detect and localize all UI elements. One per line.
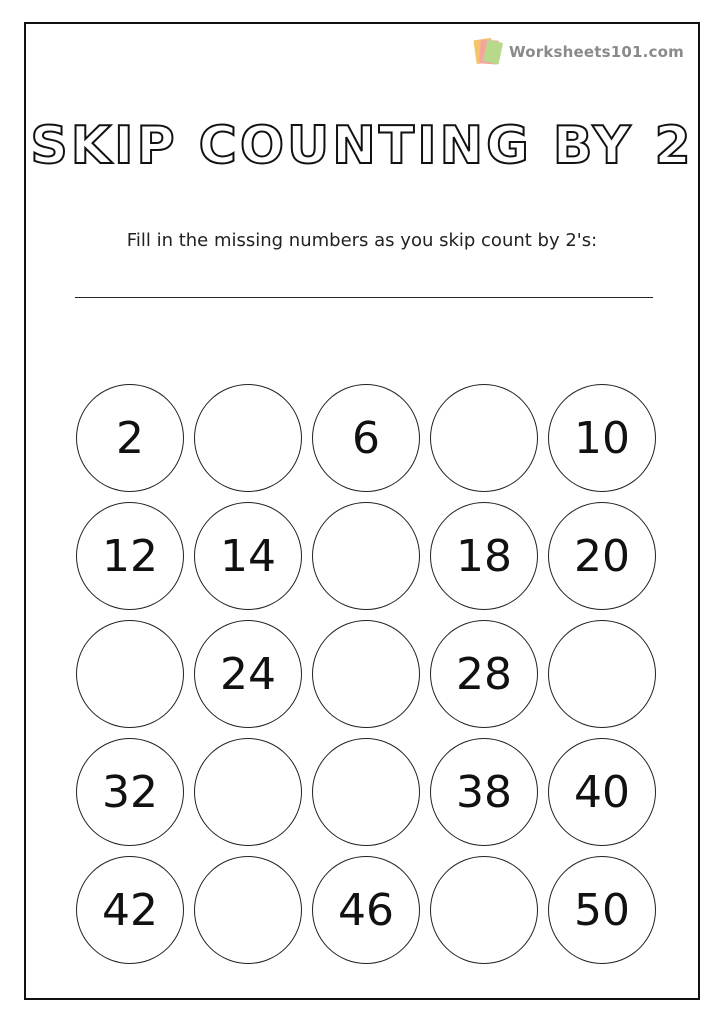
worksheets-logo-icon [471,38,505,66]
number-bubble[interactable]: 18 [430,502,538,610]
number-bubble[interactable]: 40 [548,738,656,846]
answer-line [75,297,653,298]
number-bubble[interactable] [312,502,420,610]
number-bubble[interactable]: 38 [430,738,538,846]
brand-name: Worksheets101.com [509,43,684,61]
number-bubble[interactable] [548,620,656,728]
number-bubble[interactable] [194,738,302,846]
number-bubble[interactable] [194,856,302,964]
number-bubble[interactable]: 42 [76,856,184,964]
number-bubble[interactable]: 46 [312,856,420,964]
brand [471,38,684,66]
number-bubble[interactable] [194,384,302,492]
number-bubble[interactable] [430,384,538,492]
number-bubble[interactable] [430,856,538,964]
number-bubble[interactable]: 14 [194,502,302,610]
worksheet-page [24,22,700,1000]
worksheet-instructions: Fill in the missing numbers as you skip count by 2's: [126,230,598,251]
worksheet-title: SKIP COUNTING BY 2 [30,116,694,176]
number-bubble[interactable]: 32 [76,738,184,846]
number-bubble[interactable]: 50 [548,856,656,964]
number-bubble[interactable]: 12 [76,502,184,610]
number-bubble[interactable]: 6 [312,384,420,492]
number-bubble[interactable]: 2 [76,384,184,492]
number-bubble[interactable] [76,620,184,728]
number-bubble[interactable]: 20 [548,502,656,610]
number-grid [76,384,658,966]
number-bubble[interactable] [312,620,420,728]
number-bubble[interactable]: 28 [430,620,538,728]
number-bubble[interactable]: 24 [194,620,302,728]
number-bubble[interactable] [312,738,420,846]
number-bubble[interactable]: 10 [548,384,656,492]
